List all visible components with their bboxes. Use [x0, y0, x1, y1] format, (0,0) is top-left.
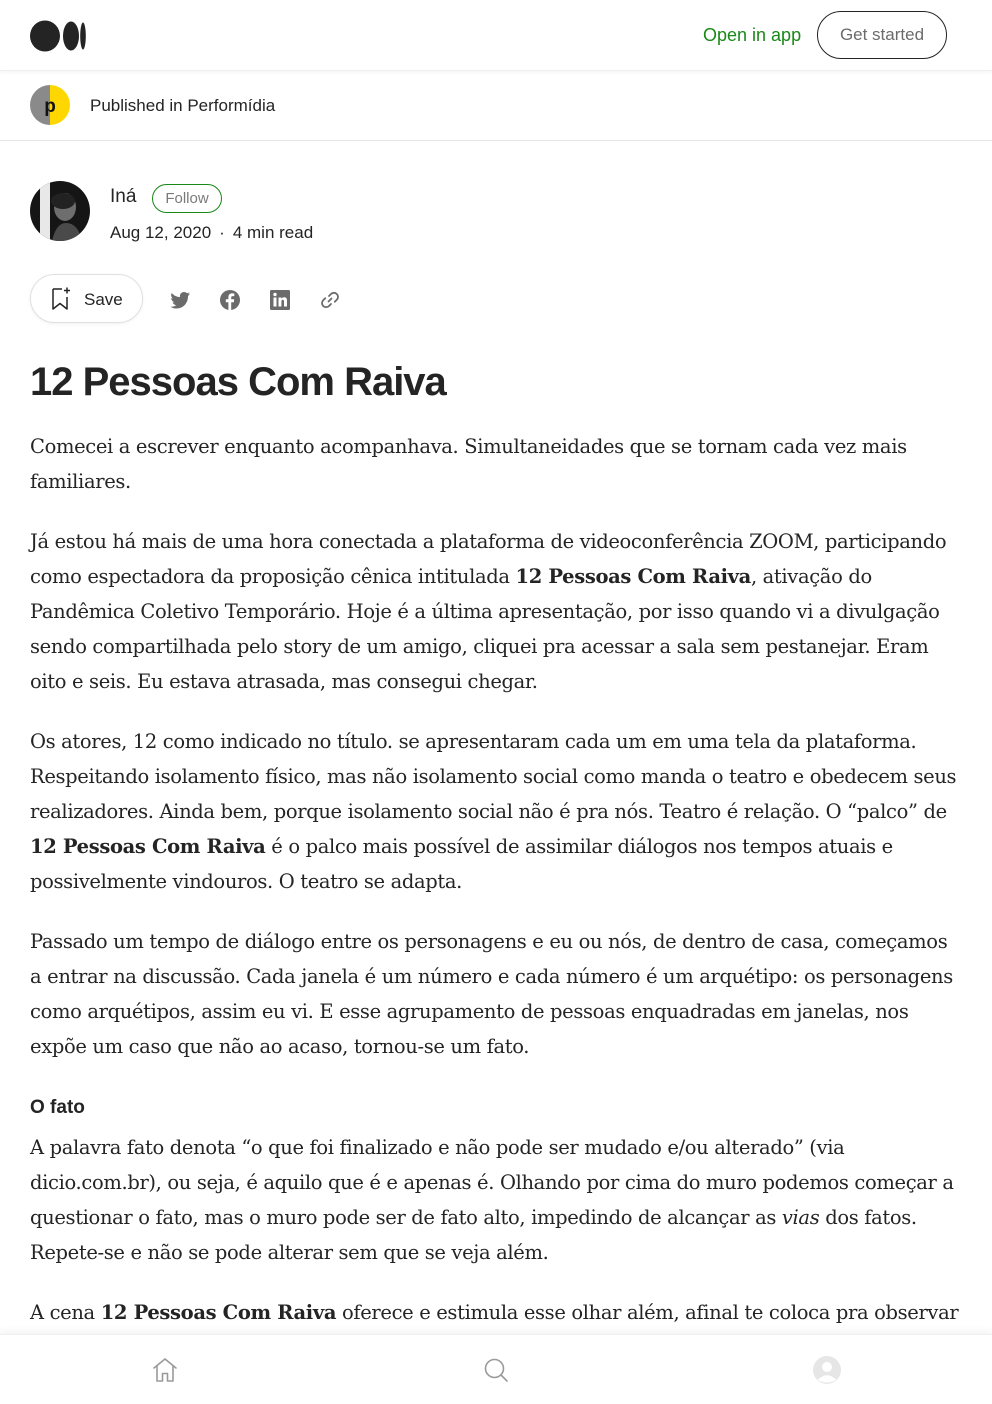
paragraph-5-text-a: A palavra fato denota “o que foi finalizado e não pode ser mudado e/ou alterado” (via dicio.com.br), ou seja, é aquilo que é e apenas é. Olhando por cima do muro podemos começar a questionar o fato, mas o muro pode ser de fato alto, impedindo de alcançar as — [30, 1136, 954, 1229]
publication-name-link[interactable]: Performídia — [187, 96, 276, 115]
article-paragraph-3 — [30, 724, 962, 899]
article-paragraph-5 — [30, 1130, 962, 1270]
post-meta — [110, 223, 313, 243]
paragraph-6-text-b: oferece e estimula esse olhar além, afinal te coloca pra observar — [336, 1301, 959, 1324]
paragraph-6-bold: 12 Pessoas Com Raiva — [100, 1301, 337, 1324]
paragraph-5-text-b: dos fatos. Repete-se e não se pode alterar sem que se veja além. — [30, 1206, 917, 1264]
paragraph-3-text-b: é o palco mais possível de assimilar diálogos nos tempos atuais e possivelmente vindouros. O teatro se adapta. — [30, 835, 893, 893]
linkedin-icon[interactable] — [268, 288, 292, 312]
publication-bar — [0, 71, 992, 141]
search-icon[interactable] — [480, 1354, 512, 1386]
bookmark-icon — [49, 286, 73, 312]
author-photo-icon — [30, 181, 90, 241]
section-heading: O fato — [30, 1097, 85, 1118]
performidia-logo-icon — [30, 85, 70, 125]
publication-logo-letter: p — [44, 96, 56, 117]
author-avatar[interactable] — [30, 181, 90, 241]
article-paragraph-4: Passado um tempo de diálogo entre os personagens e eu ou nós, de dentro de casa, começamos a entrar na discussão. Cada janela é um número e cada número é um arquétipo: os personagens como arquétipos, assim eu vi. E esse agrupamento de pessoas enquadradas em janelas, nos expõe um caso que não ao acaso, tornou-se um fato. — [30, 930, 953, 1058]
author-name-link[interactable]: Iná — [110, 186, 137, 207]
bottom-navigation-bar — [0, 1334, 992, 1404]
published-in-label — [90, 96, 275, 116]
publish-date: Aug 12, 2020 — [110, 223, 212, 242]
paragraph-2-text-b: , ativação do Pandêmica Coletivo Temporário. Hoje é a última apresentação, por isso quando vi a divulgação sendo compartilhada pelo story de um amigo, cliquei pra acessar a sala sem pestanejar. Eram oito e seis. Eu estava atrasada, mas consegui chegar. — [30, 565, 940, 693]
article-paragraph-2 — [30, 524, 962, 699]
article-paragraph-1: Comecei a escrever enquanto acompanhava. Simultaneidades que se tornam cada vez mais familiares. — [30, 435, 907, 493]
paragraph-5-italic: vias — [781, 1206, 820, 1229]
paragraph-2-text-a: Já estou há mais de uma hora conectada a plataforma de videoconferência ZOOM, participando como espectadora da proposição cênica intitulada — [30, 530, 947, 588]
meta-separator: · — [219, 223, 225, 242]
top-navigation-bar — [0, 0, 992, 71]
get-started-button[interactable]: Get started — [817, 11, 947, 59]
open-in-app-link[interactable]: Open in app — [703, 25, 802, 45]
paragraph-6-text-a: A cena — [30, 1301, 101, 1324]
link-icon[interactable] — [318, 288, 342, 312]
facebook-icon[interactable] — [218, 288, 242, 312]
follow-button[interactable]: Follow — [152, 184, 222, 213]
article-title: 12 Pessoas Com Raiva — [30, 360, 446, 404]
article-paragraph-6 — [30, 1295, 962, 1330]
paragraph-2-bold: 12 Pessoas Com Raiva — [515, 565, 751, 588]
profile-icon[interactable] — [811, 1354, 843, 1386]
published-in-prefix: Published in — [90, 96, 188, 115]
paragraph-3-text-a: Os atores, 12 como indicado no título. se apresentaram cada um em uma tela da plataforma. Respeitando isolamento físico, mas não isolamento social como manda o teatro e obedecem seus realizadores. Ainda bem, porque isolamento social não é pra nós. Teatro é relação. O “palco” de — [30, 730, 957, 823]
save-button[interactable] — [30, 274, 143, 323]
publication-logo[interactable] — [30, 85, 70, 125]
home-icon[interactable] — [149, 1354, 181, 1386]
save-label: Save — [84, 290, 123, 309]
paragraph-3-bold: 12 Pessoas Com Raiva — [30, 835, 266, 858]
medium-logo-icon[interactable] — [30, 20, 86, 52]
read-time: 4 min read — [232, 223, 314, 242]
twitter-icon[interactable] — [168, 288, 192, 312]
